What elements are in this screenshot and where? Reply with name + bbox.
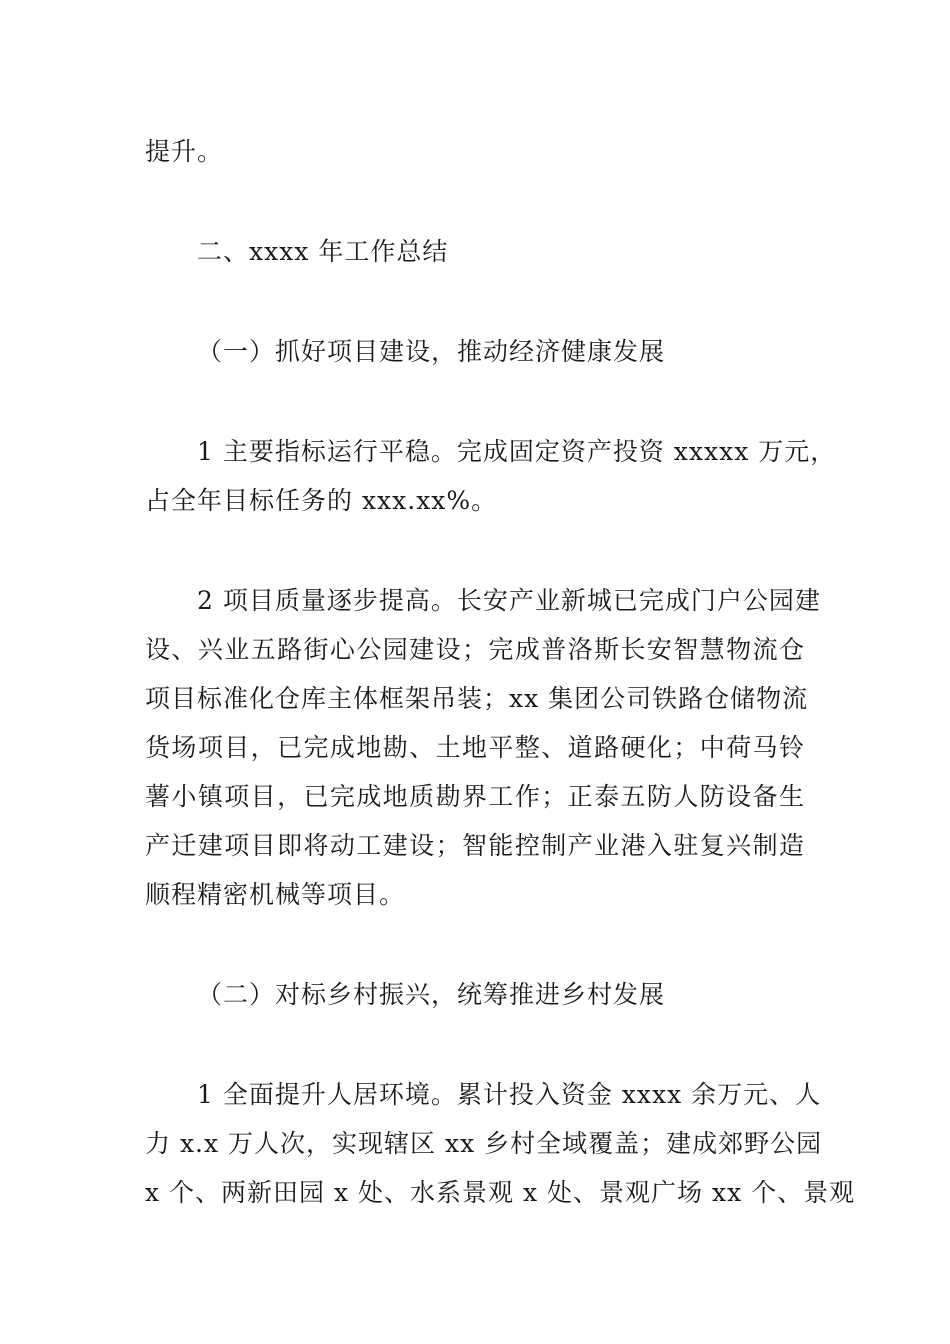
paragraph-line: 货场项目，已完成地勘、土地平整、道路硬化；中荷马铃 bbox=[145, 733, 805, 762]
paragraph-line: 1 主要指标运行平稳。完成固定资产投资 xxxxx 万元， bbox=[197, 437, 837, 466]
section-heading: 二、xxxx 年工作总结 bbox=[197, 237, 449, 266]
paragraph-line: 顺程精密机械等项目。 bbox=[145, 880, 406, 909]
paragraph-line: 产迁建项目即将动工建设；智能控制产业港入驻复兴制造 bbox=[145, 831, 805, 860]
paragraph-line: 薯小镇项目，已完成地质勘界工作；正泰五防人防设备生 bbox=[145, 782, 805, 811]
paragraph-continuation: 提升。 bbox=[145, 137, 224, 166]
paragraph-line: 2 项目质量逐步提高。长安产业新城已完成门户公园建 bbox=[197, 586, 821, 615]
paragraph-line: 项目标准化仓库主体框架吊装；xx 集团公司铁路仓储物流 bbox=[145, 684, 809, 713]
subsection-heading-1: （一）抓好项目建设，推动经济健康发展 bbox=[197, 337, 666, 366]
paragraph-line: 力 x.x 万人次，实现辖区 xx 乡村全域覆盖；建成郊野公园 bbox=[145, 1129, 823, 1158]
paragraph-line: x 个、两新田园 x 处、水系景观 x 处、景观广场 xx 个、景观 bbox=[145, 1178, 856, 1207]
paragraph-line: 1 全面提升人居环境。累计投入资金 xxxx 余万元、人 bbox=[197, 1080, 822, 1109]
subsection-heading-2: （二）对标乡村振兴，统筹推进乡村发展 bbox=[197, 980, 666, 1009]
paragraph-line: 设、兴业五路街心公园建设；完成普洛斯长安智慧物流仓 bbox=[145, 635, 805, 664]
paragraph-line: 占全年目标任务的 xxx.xx%。 bbox=[145, 486, 498, 515]
